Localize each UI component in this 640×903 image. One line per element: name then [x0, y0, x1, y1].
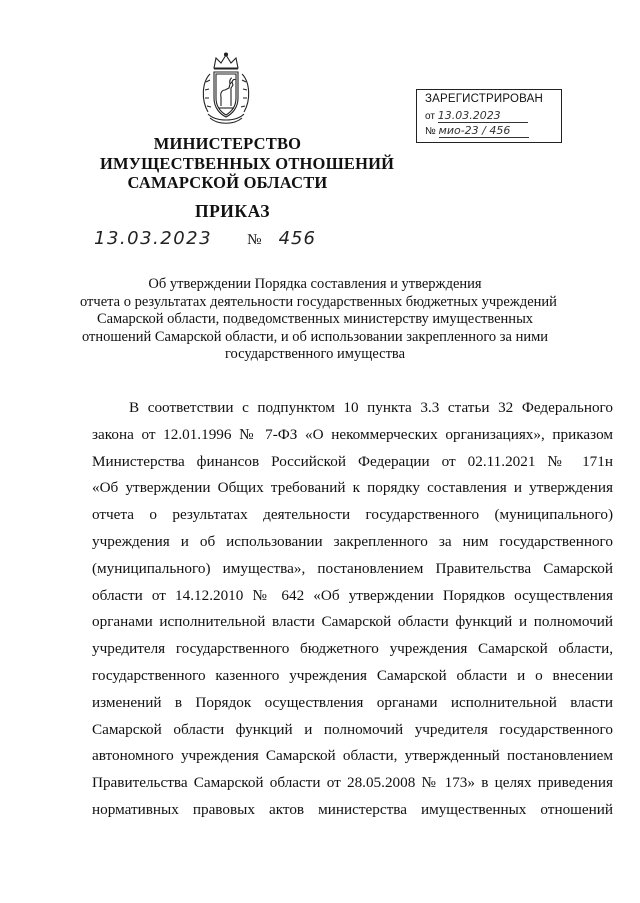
body-line: учреждения и об использовании закрепленного за ним государственного: [92, 532, 613, 550]
order-title: [80, 276, 557, 364]
body-line: Правительства Самарской области от 28.05.2008 № 173» в целях приведения: [92, 774, 613, 792]
body-line: государственного казенного учреждения Самарской области и о внесении: [92, 666, 613, 684]
title-line: государственного имущества: [224, 346, 406, 363]
document-type-heading: ПРИКАЗ: [195, 201, 271, 221]
body-line: В соответствии с подпунктом 10 пункта 3.3 статьи 32 Федерального: [129, 399, 613, 416]
body-line: Самарской области функций и полномочий учредителя государственного: [92, 720, 613, 738]
body-line: (муниципального) имущества», постановлением Правительства Самарской: [92, 559, 613, 577]
stamp-number-row: [425, 125, 529, 138]
body-line: органами исполнительной власти Самарской области функций и полномочий: [92, 613, 613, 631]
ministry-line: САМАРСКОЙ ОБЛАСТИ: [127, 173, 328, 192]
stamp-date-prefix: от: [425, 111, 435, 122]
order-number: 456: [278, 228, 316, 249]
body-line: «Об утверждении Общих требований к порядку составления и утверждения: [92, 479, 613, 497]
title-line: Самарской области, подведомственных министерству имущественных: [96, 311, 534, 328]
body-line: отчета о результатах деятельности государственного (муниципального): [92, 506, 613, 524]
stamp-title: ЗАРЕГИСТРИРОВАН: [425, 93, 543, 105]
body-line: области от 14.12.2010 № 642 «Об утверждении Порядков осуществления: [92, 586, 613, 604]
title-line: отношений Самарской области, и об использовании закрепленного за ними: [81, 328, 549, 345]
registration-stamp: [416, 89, 562, 143]
stamp-date-row: [425, 110, 528, 123]
order-date: 13.03.2023: [94, 228, 213, 249]
body-line: закона от 12.01.1996 № 7-ФЗ «О некоммерческих организациях», приказом: [92, 425, 613, 443]
body-line: Министерства финансов Российской Федерации от 02.11.2021 № 171н: [92, 452, 613, 470]
title-line: Об утверждении Порядка составления и утверждения: [148, 276, 482, 292]
body-line: учредителя государственного бюджетного учреждения Самарской области,: [92, 640, 613, 658]
stamp-number-prefix: №: [425, 126, 436, 137]
order-date-number: [94, 228, 316, 249]
order-body-text: [92, 395, 613, 824]
body-line: изменений в Порядок осуществления органами исполнительной власти: [92, 693, 613, 711]
order-number-sign: №: [247, 232, 262, 248]
body-line: нормативных правовых актов министерства имущественных отношений: [92, 800, 613, 818]
stamp-date-value: 13.03.2023: [437, 109, 501, 122]
ministry-line: ИМУЩЕСТВЕННЫХ ОТНОШЕНИЙ: [100, 153, 395, 173]
ministry-name: [100, 134, 395, 193]
title-line: отчета о результатах деятельности государственных бюджетных учреждений: [80, 293, 557, 310]
ministry-line: МИНИСТЕРСТВО: [153, 134, 302, 153]
stamp-number-value: мио-23 / 456: [438, 124, 511, 137]
coat-of-arms-emblem: [196, 52, 256, 126]
body-line: автономного учреждения Самарской области, утвержденный постановлением: [92, 747, 613, 765]
